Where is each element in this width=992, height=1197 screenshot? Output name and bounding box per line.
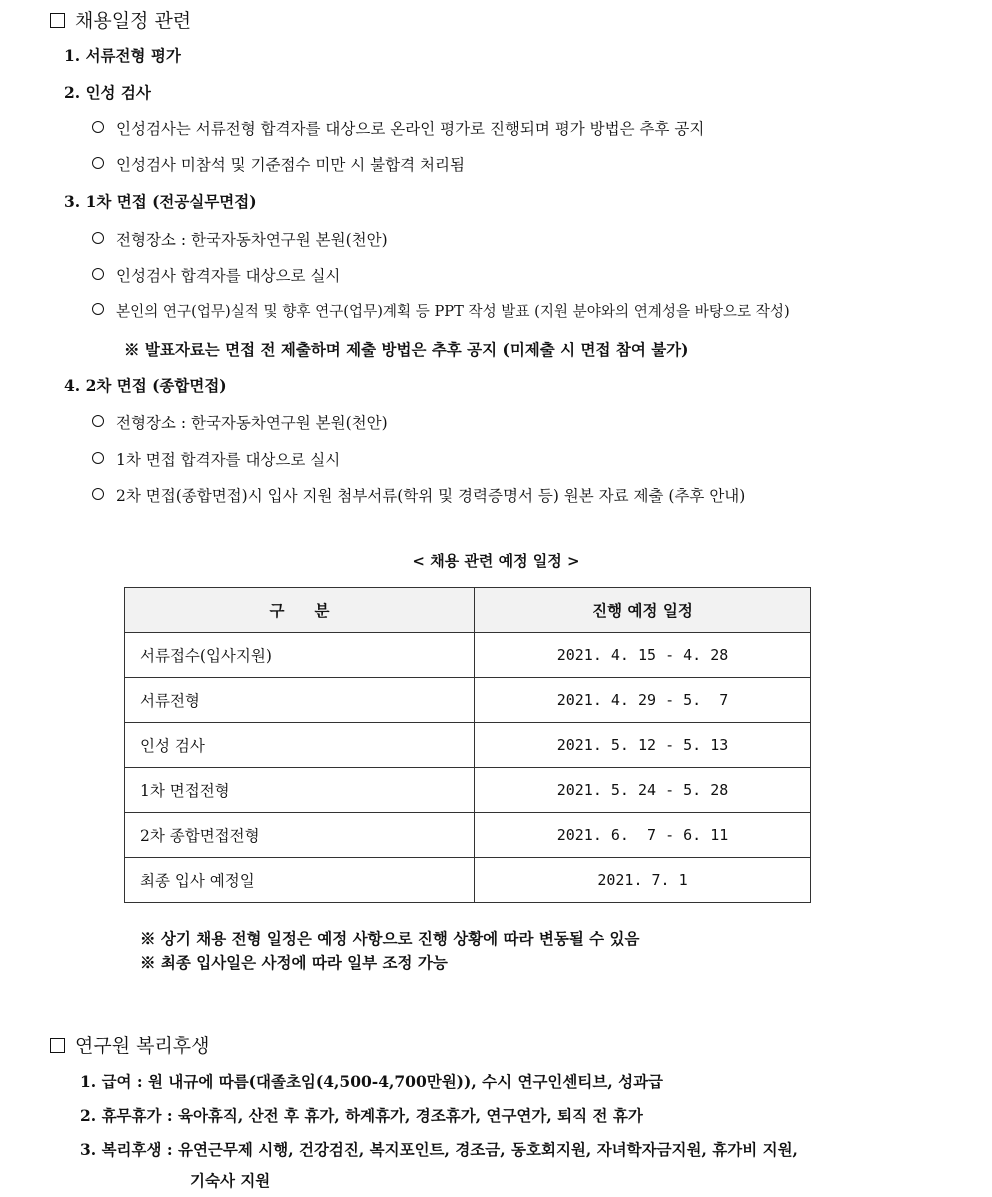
table-cell-stage: 서류접수(입사지원) bbox=[125, 633, 475, 678]
circle-bullet-icon bbox=[92, 121, 104, 133]
table-cell-date: 2021. 5. 12 - 5. 13 bbox=[475, 723, 811, 768]
circle-bullet-icon bbox=[92, 157, 104, 169]
table-cell-date: 2021. 4. 15 - 4. 28 bbox=[475, 633, 811, 678]
schedule-table bbox=[124, 587, 811, 903]
circle-bullet-icon bbox=[92, 415, 104, 427]
circle-bullet-icon bbox=[92, 303, 104, 315]
heading-document-screening: 1. 서류전형 평가 bbox=[64, 46, 181, 65]
table-cell-stage: 1차 면접전형 bbox=[125, 768, 475, 813]
table-cell-date: 2021. 7. 1 bbox=[475, 858, 811, 903]
bullet-item: 인성검사 합격자를 대상으로 실시 bbox=[92, 264, 340, 286]
table-row bbox=[125, 633, 811, 678]
table-header-row bbox=[125, 588, 811, 633]
heading-first-interview: 3. 1차 면접 (전공실무면접) bbox=[64, 192, 257, 211]
circle-bullet-icon bbox=[92, 452, 104, 464]
heading-personality-test: 2. 인성 검사 bbox=[64, 83, 151, 102]
table-cell-date: 2021. 6. 7 - 6. 11 bbox=[475, 813, 811, 858]
checkbox-square-icon bbox=[50, 1038, 65, 1053]
welfare-item-benefits-continuation: 기숙사 지원 bbox=[190, 1171, 271, 1190]
bullet-item: 인성검사는 서류전형 합격자를 대상으로 온라인 평가로 진행되며 평가 방법은 추후 공지 bbox=[92, 117, 704, 139]
bullet-item: 인성검사 미참석 및 기준점수 미만 시 불합격 처리됨 bbox=[92, 153, 465, 175]
circle-bullet-icon bbox=[92, 268, 104, 280]
table-cell-date: 2021. 5. 24 - 5. 28 bbox=[475, 768, 811, 813]
table-row bbox=[125, 678, 811, 723]
bullet-item: 본인의 연구(업무)실적 및 향후 연구(업무)계획 등 PPT 작성 발표 (지원 분야와의 연계성을 바탕으로 작성) bbox=[92, 300, 790, 321]
heading-second-interview: 4. 2차 면접 (종합면접) bbox=[64, 376, 227, 395]
column-header-category: 구분 bbox=[125, 588, 475, 633]
table-cell-stage: 서류전형 bbox=[125, 678, 475, 723]
table-row bbox=[125, 858, 811, 903]
table-cell-stage: 인성 검사 bbox=[125, 723, 475, 768]
table-row bbox=[125, 813, 811, 858]
section-title-recruitment-schedule: 채용일정 관련 bbox=[50, 6, 191, 33]
bullet-item: 전형장소 : 한국자동차연구원 본원(천안) bbox=[92, 228, 388, 250]
column-header-schedule: 진행 예정 일정 bbox=[475, 588, 811, 633]
circle-bullet-icon bbox=[92, 488, 104, 500]
welfare-item-benefits: 3. 복리후생 : 유연근무제 시행, 건강검진, 복지포인트, 경조금, 동호회지원, 자녀학자금지원, 휴가비 지원, bbox=[80, 1140, 798, 1159]
welfare-item-leave: 2. 휴무휴가 : 육아휴직, 산전 후 휴가, 하계휴가, 경조휴가, 연구연가, 퇴직 전 휴가 bbox=[80, 1106, 643, 1125]
schedule-note: ※ 최종 입사일은 사정에 따라 일부 조정 가능 bbox=[140, 953, 448, 972]
welfare-item-salary: 1. 급여 : 원 내규에 따름(대졸초임(4,500-4,700만원)), 수시 연구인센티브, 성과급 bbox=[80, 1072, 664, 1091]
bullet-item: 2차 면접(종합면접)시 입사 지원 첨부서류(학위 및 경력증명서 등) 원본 자료 제출 (추후 안내) bbox=[92, 484, 745, 506]
table-cell-stage: 최종 입사 예정일 bbox=[125, 858, 475, 903]
schedule-table-caption: < 채용 관련 예정 일정 > bbox=[412, 552, 580, 570]
section-title-welfare: 연구원 복리후생 bbox=[50, 1031, 210, 1058]
table-cell-date: 2021. 4. 29 - 5. 7 bbox=[475, 678, 811, 723]
schedule-note: ※ 상기 채용 전형 일정은 예정 사항으로 진행 상황에 따라 변동될 수 있음 bbox=[140, 929, 640, 948]
circle-bullet-icon bbox=[92, 232, 104, 244]
table-row bbox=[125, 768, 811, 813]
checkbox-square-icon bbox=[50, 13, 65, 28]
bullet-item: 1차 면접 합격자를 대상으로 실시 bbox=[92, 448, 340, 470]
table-row bbox=[125, 723, 811, 768]
table-cell-stage: 2차 종합면접전형 bbox=[125, 813, 475, 858]
presentation-note: ※ 발표자료는 면접 전 제출하며 제출 방법은 추후 공지 (미제출 시 면접 참여 불가) bbox=[124, 340, 689, 359]
bullet-item: 전형장소 : 한국자동차연구원 본원(천안) bbox=[92, 411, 388, 433]
